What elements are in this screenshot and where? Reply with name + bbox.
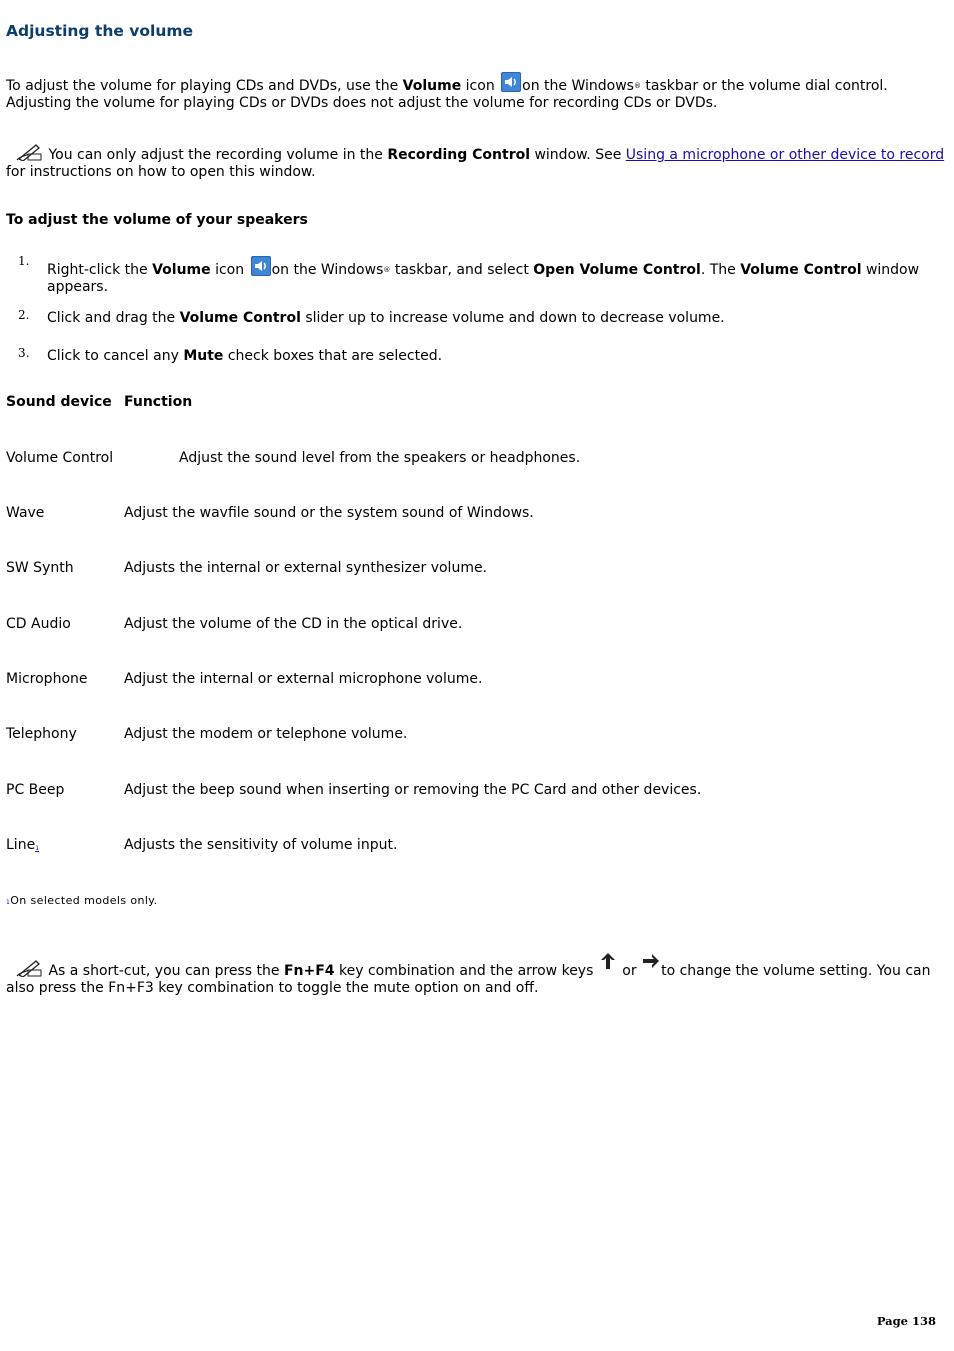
speakers-subheading: To adjust the volume of your speakers bbox=[6, 212, 308, 228]
function-cell: Adjust the wavfile sound or the system sound of Windows. bbox=[124, 505, 534, 521]
step-number: 2. bbox=[18, 308, 30, 322]
volume-icon bbox=[501, 72, 521, 92]
step-number: 3. bbox=[18, 346, 30, 360]
recording-note: You can only adjust the recording volume in the Recording Control window. See Using a microphone or other device to record for instructions on how to open this window. bbox=[6, 143, 950, 181]
table-header-device: Sound device bbox=[6, 394, 112, 410]
note-pen-icon bbox=[16, 143, 42, 161]
step-text: Click and drag the Volume Control slider up to increase volume and down to decrease volume. bbox=[47, 310, 725, 326]
footnote-mark: 1 bbox=[6, 899, 11, 906]
volume-icon bbox=[251, 256, 271, 276]
step-number: 1. bbox=[18, 254, 30, 268]
function-cell: Adjust the beep sound when inserting or removing the PC Card and other devices. bbox=[124, 782, 702, 798]
step-item bbox=[18, 310, 948, 327]
device-cell: Wave bbox=[6, 505, 45, 521]
device-cell: Microphone bbox=[6, 671, 88, 687]
arrow-right-icon bbox=[641, 951, 661, 971]
footnote: 1On selected models only. bbox=[6, 894, 158, 907]
note-pen-icon bbox=[16, 959, 42, 977]
device-cell: Line1 bbox=[6, 837, 40, 853]
microphone-link[interactable]: Using a microphone or other device to record bbox=[625, 147, 945, 163]
device-cell: PC Beep bbox=[6, 782, 65, 798]
device-cell: Telephony bbox=[6, 726, 77, 742]
function-cell: Adjusts the internal or external synthesizer volume. bbox=[124, 560, 488, 576]
step-item bbox=[18, 256, 948, 296]
function-cell: Adjust the volume of the CD in the optical drive. bbox=[124, 616, 463, 632]
step-item bbox=[18, 348, 948, 365]
arrow-up-icon bbox=[598, 951, 618, 971]
table-header-function: Function bbox=[124, 394, 193, 410]
step-text: Click to cancel any Mute check boxes that are selected. bbox=[47, 348, 443, 364]
shortcut-note: As a short-cut, you can press the Fn+F4 key combination and the arrow keys or to change the volume setting. You can also press the Fn+F3 key combination to toggle the mute option on and off. bbox=[6, 951, 950, 997]
footnote-ref-link[interactable]: 1 bbox=[35, 845, 40, 852]
device-cell: CD Audio bbox=[6, 616, 71, 632]
function-cell: Adjust the internal or external microphone volume. bbox=[124, 671, 483, 687]
function-cell: Adjust the sound level from the speakers or headphones. bbox=[179, 450, 581, 466]
step-text: Right-click the Volume icon on the Windows® taskbar, and select Open Volume Control. The Volume Control window appears. bbox=[47, 256, 948, 296]
intro-paragraph: To adjust the volume for playing CDs and DVDs, use the Volume icon on the Windows® taskbar or the volume dial control. Adjusting the volume for playing CDs or DVDs does not adjust the volume for recording CDs or DVDs. bbox=[6, 72, 950, 112]
page-title: Adjusting the volume bbox=[6, 22, 194, 40]
page-number: Page 138 bbox=[876, 1314, 936, 1328]
function-cell: Adjust the modem or telephone volume. bbox=[124, 726, 408, 742]
function-cell: Adjusts the sensitivity of volume input. bbox=[124, 837, 398, 853]
device-cell: Volume Control bbox=[6, 450, 114, 466]
device-cell: SW Synth bbox=[6, 560, 74, 576]
